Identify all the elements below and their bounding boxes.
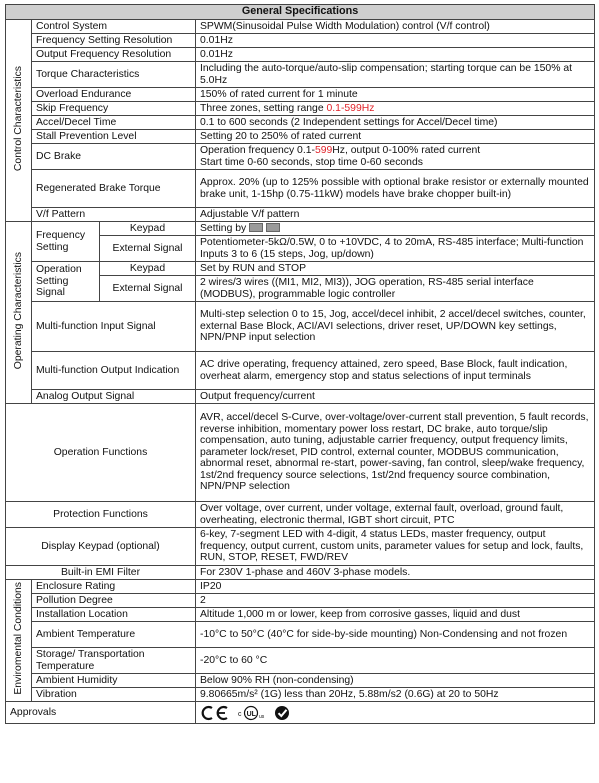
row-value: IP20 [196,580,595,594]
row-label: Frequency Setting Resolution [32,34,196,48]
row-value: Setting 20 to 250% of rated current [196,130,595,144]
row-label: Stall Prevention Level [32,130,196,144]
row-value: AC drive operating, frequency attained, zero speed, Base Block, fault indication, overheat alarm, emergency stop and status selections of input terminals [196,352,595,390]
general-specifications-table [5,4,595,724]
row-value: 6-key, 7-segment LED with 4-digit, 4 status LEDs, master frequency, output frequency, output current, custom units, parameter values for setup and lock, faults, RUN, STOP, RESET, FWD/REV [196,528,595,566]
row-label: Multi-function Output Indication [32,352,196,390]
row-value: 0.01Hz [196,48,595,62]
row-label: Skip Frequency [32,102,196,116]
row-value: SPWM(Sinusoidal Pulse Width Modulation) control (V/f control) [196,20,595,34]
row-label: Torque Characteristics [32,62,196,88]
ce-mark-icon [200,705,230,721]
row-label: Operation Functions [6,404,196,502]
row-value: AVR, accel/decel S-Curve, over-voltage/over-current stall prevention, 5 fault records, reverse inhibition, momentary power loss restart, DC brake, auto torque/slip compensation, auto tuning, adjustable carrier frequency, output frequency limits, parameter lock/reset, PID control, external counter, MODBUS communication, abnormal reset, abnormal re-start, power-saving, fan control, sleep/wake frequency, 1st/2nd frequency source selections, 1st/2nd frequency source combination, NPN/PNP selection [196,404,595,502]
row-value: 2 [196,594,595,608]
row-label: Overload Endurance [32,88,196,102]
row-value: -10°C to 50°C (40°C for side-by-side mounting) Non-Condensing and not frozen [196,622,595,648]
row-label: Protection Functions [6,502,196,528]
c-tick-mark-icon [274,705,292,721]
svg-text:c: c [237,710,242,718]
category-environmental-conditions: Enviromental Conditions [6,580,32,702]
row-label: Ambient Temperature [32,622,196,648]
row-value: 9.80665m/s² (1G) less than 20Hz, 5.88m/s2 (0.6G) at 20 to 50Hz [196,688,595,702]
row-label: Enclosure Rating [32,580,196,594]
row-value: Multi-step selection 0 to 15, Jog, accel/decel inhibit, 2 accel/decel switches, counter, external Base Block, ACI/AVI selections, driver reset, UP/DOWN key settings, NPN/PNP input selection [196,302,595,352]
frequency-setting-label: Frequency Setting [32,222,100,262]
row-label: Ambient Humidity [32,674,196,688]
row-label: Built-in EMI Filter [6,566,196,580]
approvals-label: Approvals [6,702,196,724]
row-label: V/f Pattern [32,208,196,222]
row-value: 2 wires/3 wires ((MI1, MI2, MI3)), JOG operation, RS-485 serial interface (MODBUS), programmable logic controller [196,276,595,302]
row-value: Potentiometer-5kΩ/0.5W, 0 to +10VDC, 4 to 20mA, RS-485 interface; Multi-function Inputs 3 to 6 (15 steps, Jog, up/down) [196,236,595,262]
row-value: For 230V 1-phase and 460V 3-phase models. [196,566,595,580]
row-value: Three zones, setting range 0.1-599Hz [196,102,595,116]
ul-listed-mark-icon [237,705,267,721]
row-value: Over voltage, over current, under voltage, external fault, overload, ground fault, overheating, electronic thermal, IGBT short circuit, PTC [196,502,595,528]
row-label: Multi-function Input Signal [32,302,196,352]
category-operating-characteristics: Operating Characteristics [6,222,32,404]
row-value: Approx. 20% (up to 125% possible with optional brake resistor or externally mounted brake unit, 1-15hp (0.75-11kW) models have brake chopper built-in) [196,170,595,208]
external-signal-label: External Signal [100,236,196,262]
external-signal-label: External Signal [100,276,196,302]
row-value: Altitude 1,000 m or lower, keep from corrosive gasses, liquid and dust [196,608,595,622]
keypad-label: Keypad [100,222,196,236]
svg-text:UL: UL [246,710,256,718]
row-label: Installation Location [32,608,196,622]
row-label: Regenerated Brake Torque [32,170,196,208]
row-value: -20°C to 60 °C [196,648,595,674]
row-label: Output Frequency Resolution [32,48,196,62]
row-value: Setting by [196,222,595,236]
row-label: Storage/ Transportation Temperature [32,648,196,674]
keypad-label: Keypad [100,262,196,276]
row-value: 0.1 to 600 seconds (2 Independent settings for Accel/Decel time) [196,116,595,130]
approval-marks [196,702,595,724]
spec-sheet [5,4,594,724]
row-label: Control System [32,20,196,34]
up-key-icon [249,223,263,232]
row-label: Analog Output Signal [32,390,196,404]
row-label: Accel/Decel Time [32,116,196,130]
row-label: Display Keypad (optional) [6,528,196,566]
operation-setting-label: Operation Setting Signal [32,262,100,302]
table-title: General Specifications [6,5,595,20]
row-value: Below 90% RH (non-condensing) [196,674,595,688]
row-value: Adjustable V/f pattern [196,208,595,222]
row-label: DC Brake [32,144,196,170]
row-label: Pollution Degree [32,594,196,608]
row-value: 150% of rated current for 1 minute [196,88,595,102]
row-value: Including the auto-torque/auto-slip compensation; starting torque can be 150% at 5.0Hz [196,62,595,88]
row-value: Set by RUN and STOP [196,262,595,276]
row-value: Output frequency/current [196,390,595,404]
down-key-icon [266,223,280,232]
row-label: Vibration [32,688,196,702]
category-control-characteristics: Control Characteristics [6,20,32,222]
svg-text:us: us [258,713,265,720]
row-value: 0.01Hz [196,34,595,48]
row-value: Operation frequency 0.1-599Hz, output 0-100% rated current Start time 0-60 seconds, stop time 0-60 seconds [196,144,595,170]
